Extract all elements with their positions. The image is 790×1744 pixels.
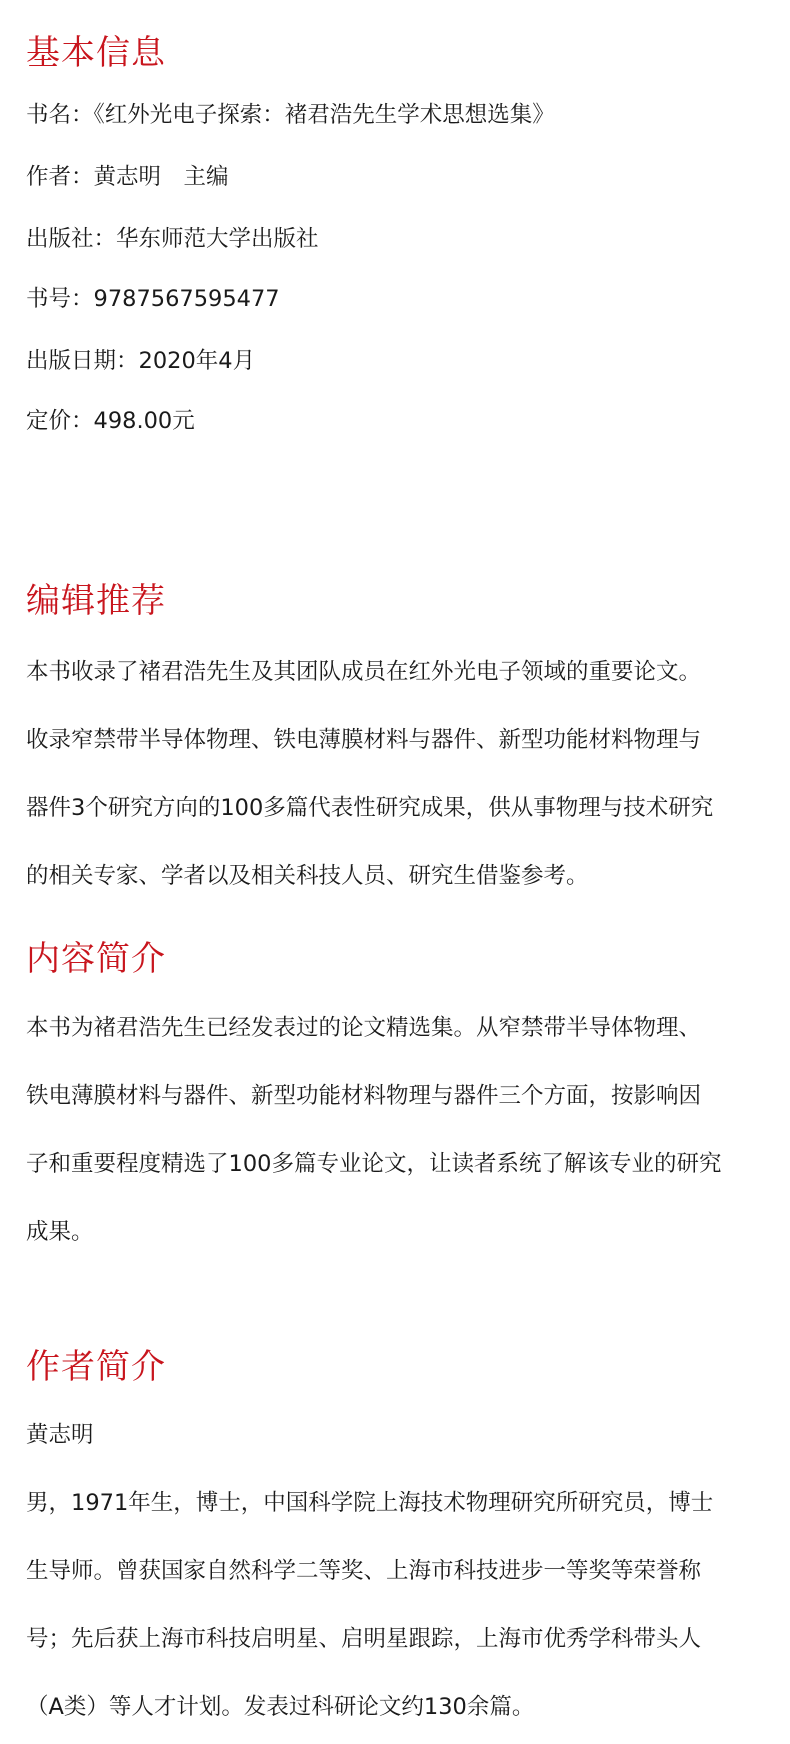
content-intro-line: 铁电薄膜材料与器件、新型功能材料物理与器件三个方面，按影响因 [26,1083,702,1109]
book-price: 定价：498.00元 [26,408,195,434]
author-intro-line: 生导师。曾获国家自然科学二等奖、上海市科技进步一等奖等荣誉称 [26,1558,702,1584]
author-intro-line: 号；先后获上海市科技启明星、启明星跟踪，上海市优秀学科带头人 [26,1626,702,1652]
book-author: 作者：黄志明 主编 [26,164,229,190]
book-isbn: 书号：9787567595477 [26,286,280,312]
editor-recommend-line: 的相关专家、学者以及相关科技人员、研究生借鉴参考。 [26,863,589,889]
content-intro-line: 成果。 [26,1219,94,1245]
editor-recommend-line: 器件3个研究方向的100多篇代表性研究成果，供从事物理与技术研究 [26,795,714,821]
editor-recommend-line: 收录窄禁带半导体物理、铁电薄膜材料与器件、新型功能材料物理与 [26,727,702,753]
section-heading-author-intro: 作者简介 [26,1347,166,1387]
author-name: 黄志明 [26,1422,94,1448]
section-heading-editor-recommend: 编辑推荐 [26,581,166,621]
author-intro-line: 男，1971年生，博士，中国科学院上海技术物理研究所研究员，博士 [26,1490,714,1516]
book-pub-date: 出版日期：2020年4月 [26,348,256,374]
book-publisher: 出版社：华东师范大学出版社 [26,226,319,252]
editor-recommend-line: 本书收录了褚君浩先生及其团队成员在红外光电子领域的重要论文。 [26,659,702,685]
book-title: 书名：《红外光电子探索：褚君浩先生学术思想选集》 [26,102,555,128]
content-intro-line: 本书为褚君浩先生已经发表过的论文精选集。从窄禁带半导体物理、 [26,1015,702,1041]
content-intro-line: 子和重要程度精选了100多篇专业论文，让读者系统了解该专业的研究 [26,1151,722,1177]
section-heading-basic-info: 基本信息 [26,33,166,73]
section-heading-content-intro: 内容简介 [26,939,166,979]
author-intro-line: （A类）等人才计划。发表过科研论文约130余篇。 [26,1694,535,1720]
